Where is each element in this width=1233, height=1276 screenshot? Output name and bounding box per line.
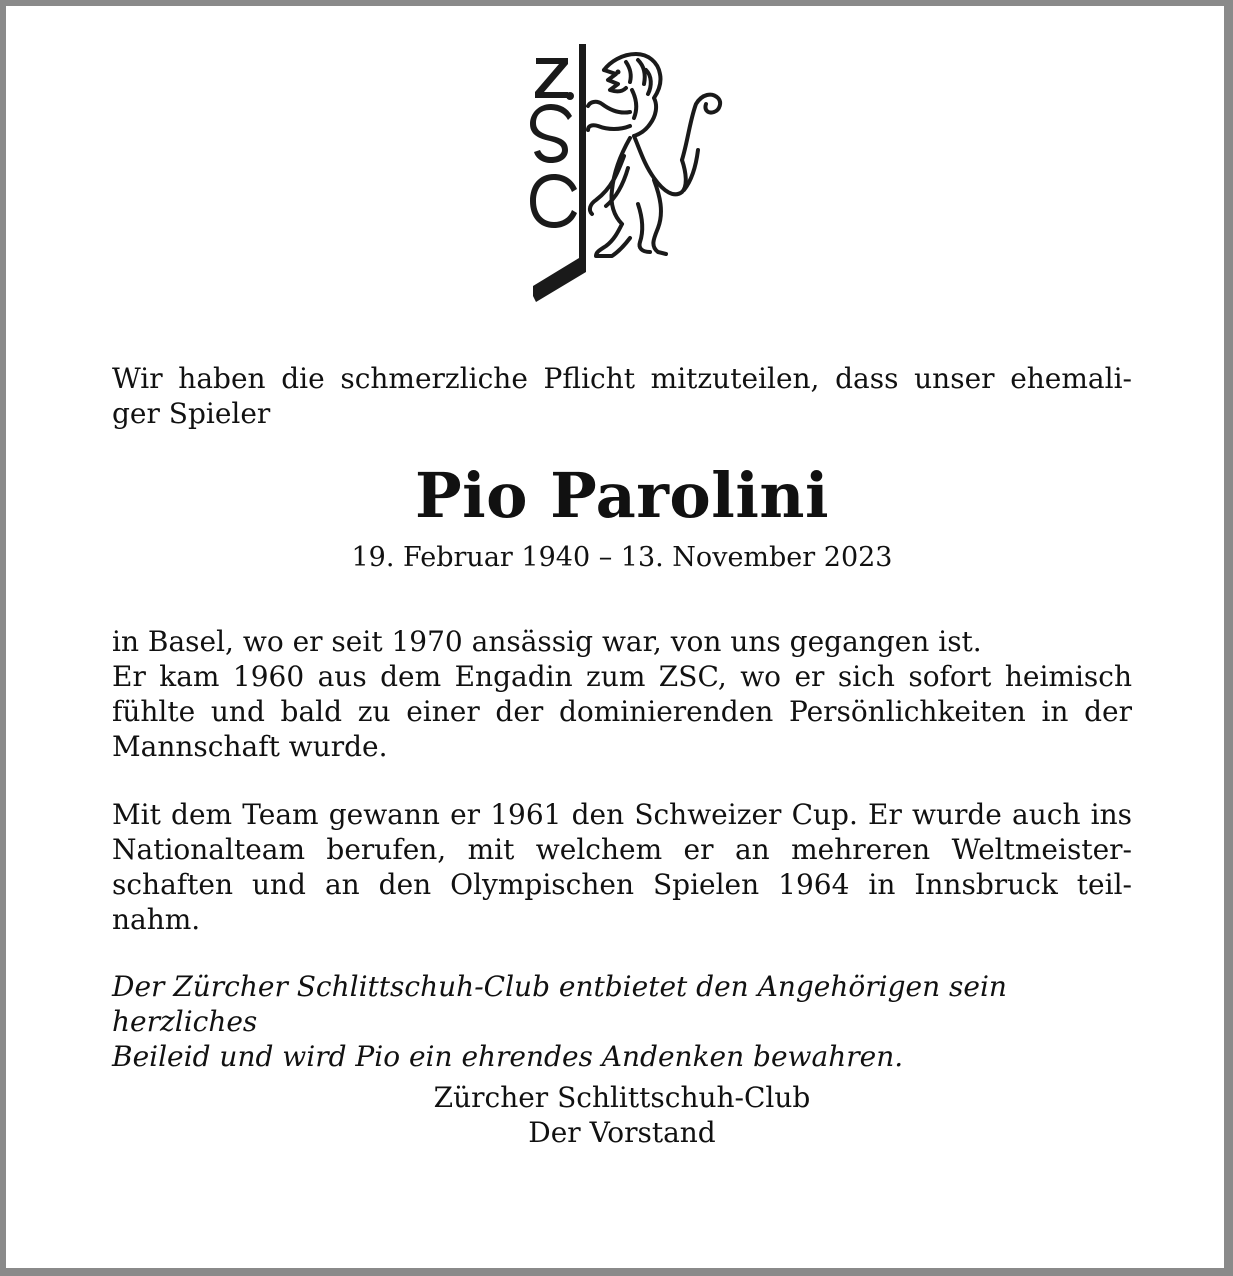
paragraph-line: schaften und an den Olympischen Spielen 1964 in Innsbruck teil- bbox=[112, 868, 1132, 901]
paragraph-line: in Basel, wo er seit 1970 ansässig war, von uns gegangen ist. bbox=[112, 625, 982, 658]
condolence-text bbox=[112, 969, 1132, 1074]
condolence-line: Der Zürcher Schlittschuh-Club entbietet den Angehörigen sein herzliches bbox=[112, 970, 1007, 1038]
paragraph-line: Nationalteam berufen, mit welchem er an mehreren Weltmeister- bbox=[112, 833, 1132, 866]
intro-line: Wir haben die schmerzliche Pflicht mitzuteilen, dass unser ehemali- bbox=[112, 362, 1132, 395]
signature-club: Zürcher Schlittschuh-Club bbox=[433, 1081, 811, 1114]
paragraph-basel bbox=[112, 624, 1132, 764]
paragraph-line: fühlte und bald zu einer der dominierenden Persönlichkeiten in der bbox=[112, 695, 1132, 728]
deceased-name: Pio Parolini bbox=[415, 459, 829, 532]
life-dates: 19. Februar 1940 – 13. November 2023 bbox=[351, 542, 893, 573]
paragraph-line: Mannschaft wurde. bbox=[112, 730, 388, 763]
signature bbox=[112, 1080, 1132, 1150]
paragraph-career bbox=[112, 797, 1132, 937]
intro-line: ger Spieler bbox=[112, 397, 271, 430]
paragraph-line: Er kam 1960 aus dem Engadin zum ZSC, wo er sich sofort heimisch bbox=[112, 660, 1132, 693]
paragraph-line: Mit dem Team gewann er 1961 den Schweizer Cup. Er wurde auch ins bbox=[112, 798, 1132, 831]
condolence-line: Beileid und wird Pio ein ehrendes Andenken bewahren. bbox=[112, 1040, 904, 1073]
zsc-lion-logo-icon bbox=[526, 40, 726, 304]
signature-board: Der Vorstand bbox=[528, 1116, 716, 1149]
paragraph-line: nahm. bbox=[112, 903, 201, 936]
intro-text bbox=[112, 361, 1132, 431]
